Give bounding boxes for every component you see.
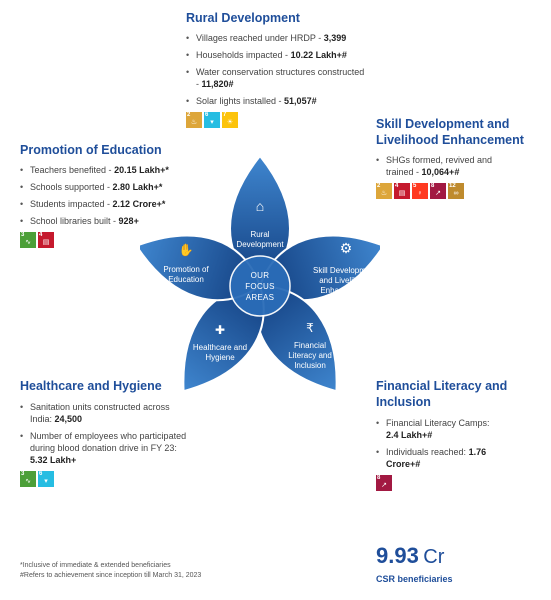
list-item-text: Individuals reached: bbox=[386, 447, 469, 457]
list-item bbox=[376, 417, 501, 441]
bowl-icon: ♨ bbox=[380, 190, 388, 197]
sdg-number: 5 bbox=[413, 183, 417, 189]
financial-literacy-list bbox=[376, 417, 501, 470]
growth-icon: ↗ bbox=[381, 482, 387, 489]
sdg-goal-6-tile bbox=[204, 112, 220, 128]
list-item bbox=[376, 154, 516, 178]
sdg-goal-8-tile bbox=[430, 183, 446, 199]
sdg-goal-3-tile bbox=[20, 471, 36, 487]
house-icon: ⌂ bbox=[255, 198, 265, 214]
sdg-number: 2 bbox=[187, 112, 191, 118]
skill-development-list bbox=[376, 154, 516, 178]
financial-literacy-title: Financial Literacy and Inclusion bbox=[376, 379, 508, 409]
sdg-number: 6 bbox=[205, 112, 209, 118]
sun-icon: ☀ bbox=[226, 119, 234, 126]
rural-development-section bbox=[186, 10, 366, 128]
list-item bbox=[186, 95, 366, 107]
healthcare-list bbox=[20, 401, 190, 466]
sdg-number: 3 bbox=[21, 471, 25, 477]
csr-beneficiaries-figure bbox=[376, 543, 536, 572]
list-item-value: 5.32 Lakh+ bbox=[30, 455, 77, 465]
list-item-value: 10.22 Lakh+# bbox=[290, 50, 347, 60]
list-item-text: School libraries built - bbox=[30, 216, 119, 226]
sdg-number: 4 bbox=[395, 183, 399, 189]
healthcare-title: Healthcare and Hygiene bbox=[20, 379, 162, 393]
list-item bbox=[186, 49, 366, 61]
list-item-value: 928+ bbox=[118, 216, 139, 226]
book-icon: ▤ bbox=[398, 190, 406, 197]
list-item-text: Financial Literacy Camps: bbox=[386, 418, 490, 428]
petal-label-skill: Skill Development and Livelihood Enhancement bbox=[312, 266, 378, 295]
rural-development-title: Rural Development bbox=[186, 11, 300, 25]
sdg-number: 8 bbox=[377, 475, 381, 481]
footnote-refers: #Refers to achievement since inception till March 31, 2023 bbox=[20, 572, 202, 579]
list-item-text: Sanitation units constructed across India: bbox=[30, 402, 170, 424]
sdg-number: 3 bbox=[21, 232, 25, 238]
list-item bbox=[186, 32, 366, 44]
medical-cross-icon: ✚ bbox=[214, 323, 226, 337]
sdg-goal-7-tile bbox=[222, 112, 238, 128]
list-item-value: 2.4 Lakh+# bbox=[386, 430, 433, 440]
rural-sdg-icons bbox=[186, 112, 366, 128]
sdg-goal-8-tile bbox=[376, 475, 392, 491]
sdg-goal-12-tile bbox=[448, 183, 464, 199]
list-item-value: 2.12 Crore+* bbox=[112, 199, 166, 209]
education-hands-icon: ✋ bbox=[178, 243, 194, 257]
heartbeat-icon: ∿ bbox=[25, 239, 31, 246]
list-item-value: 2.80 Lakh+* bbox=[112, 182, 163, 192]
rural-development-list bbox=[186, 32, 366, 107]
sdg-number: 6 bbox=[39, 471, 43, 477]
sdg-goal-4-tile bbox=[38, 232, 54, 248]
list-item-value: 3,399 bbox=[323, 33, 347, 43]
list-item-text: Schools supported - bbox=[30, 182, 113, 192]
list-item bbox=[376, 446, 501, 470]
footnote-inclusive: *Inclusive of immediate & extended beneficiaries bbox=[20, 562, 171, 569]
skill-development-section bbox=[376, 116, 546, 199]
list-item-value: 10,064+# bbox=[421, 167, 460, 177]
list-item-value: 1.76 Crore+# bbox=[386, 447, 487, 469]
gear-icon: ⚙ bbox=[339, 240, 353, 256]
petal-label-finance: Financial Literacy and Inclusion bbox=[288, 341, 332, 370]
water-drop-icon: ▾ bbox=[210, 119, 214, 126]
list-item bbox=[186, 66, 366, 90]
list-item-text: Villages reached under HRDP - bbox=[196, 33, 324, 43]
petal-label-rural: Rural Development bbox=[236, 230, 284, 249]
list-item-text: SHGs formed, revived and trained - bbox=[386, 155, 493, 177]
csr-label: CSR beneficiaries bbox=[376, 574, 453, 584]
list-item-text: Households impacted - bbox=[196, 50, 291, 60]
focus-areas-center-label: OUR FOCUS AREAS bbox=[245, 271, 275, 302]
healthcare-sdg-icons bbox=[20, 471, 190, 487]
sdg-goal-4-tile bbox=[394, 183, 410, 199]
csr-summary bbox=[376, 543, 536, 584]
list-item-text: Water conservation structures constructed - bbox=[196, 67, 365, 89]
sdg-number: 8 bbox=[431, 183, 435, 189]
list-item bbox=[20, 430, 190, 466]
sdg-goal-5-tile bbox=[412, 183, 428, 199]
csr-unit: Cr bbox=[423, 546, 445, 568]
skill-sdg-icons bbox=[376, 183, 546, 199]
focus-areas-diagram bbox=[140, 150, 380, 410]
list-item-value: 51,057# bbox=[284, 96, 317, 106]
sdg-number: 2 bbox=[377, 183, 381, 189]
education-title: Promotion of Education bbox=[20, 143, 162, 157]
list-item-text: Solar lights installed - bbox=[196, 96, 285, 106]
list-item-text: Students impacted - bbox=[30, 199, 113, 209]
petal-label-education: Promotion of Education bbox=[163, 265, 209, 284]
footnotes bbox=[20, 561, 320, 581]
rupee-icon: ₹ bbox=[306, 321, 314, 335]
sdg-number: 4 bbox=[39, 232, 43, 238]
water-drop-icon: ▾ bbox=[44, 478, 48, 485]
gender-icon: ♀ bbox=[417, 190, 423, 197]
petal-label-health: Healthcare and Hygiene bbox=[192, 343, 248, 362]
financial-sdg-icons bbox=[376, 475, 536, 491]
skill-development-title: Skill Development and Livelihood Enhancement bbox=[376, 117, 524, 147]
csr-value: 9.93 bbox=[376, 543, 419, 568]
sdg-goal-3-tile bbox=[20, 232, 36, 248]
sdg-goal-2-tile bbox=[186, 112, 202, 128]
book-icon: ▤ bbox=[42, 239, 50, 246]
sdg-goal-6-tile bbox=[38, 471, 54, 487]
list-item-text: Number of employees who participated during blood donation drive in FY 23: bbox=[30, 431, 187, 453]
infinity-icon: ∞ bbox=[453, 190, 459, 197]
list-item-value: 20.15 Lakh+* bbox=[114, 165, 169, 175]
sdg-number: 7 bbox=[223, 112, 227, 118]
growth-icon: ↗ bbox=[435, 190, 441, 197]
list-item-value: 24,500 bbox=[54, 414, 83, 424]
list-item-text: Teachers benefited - bbox=[30, 165, 115, 175]
list-item-value: 11,820# bbox=[201, 79, 234, 89]
financial-literacy-section bbox=[376, 378, 536, 491]
heartbeat-icon: ∿ bbox=[25, 478, 31, 485]
bowl-icon: ♨ bbox=[190, 119, 198, 126]
sdg-number: 12 bbox=[449, 183, 456, 189]
